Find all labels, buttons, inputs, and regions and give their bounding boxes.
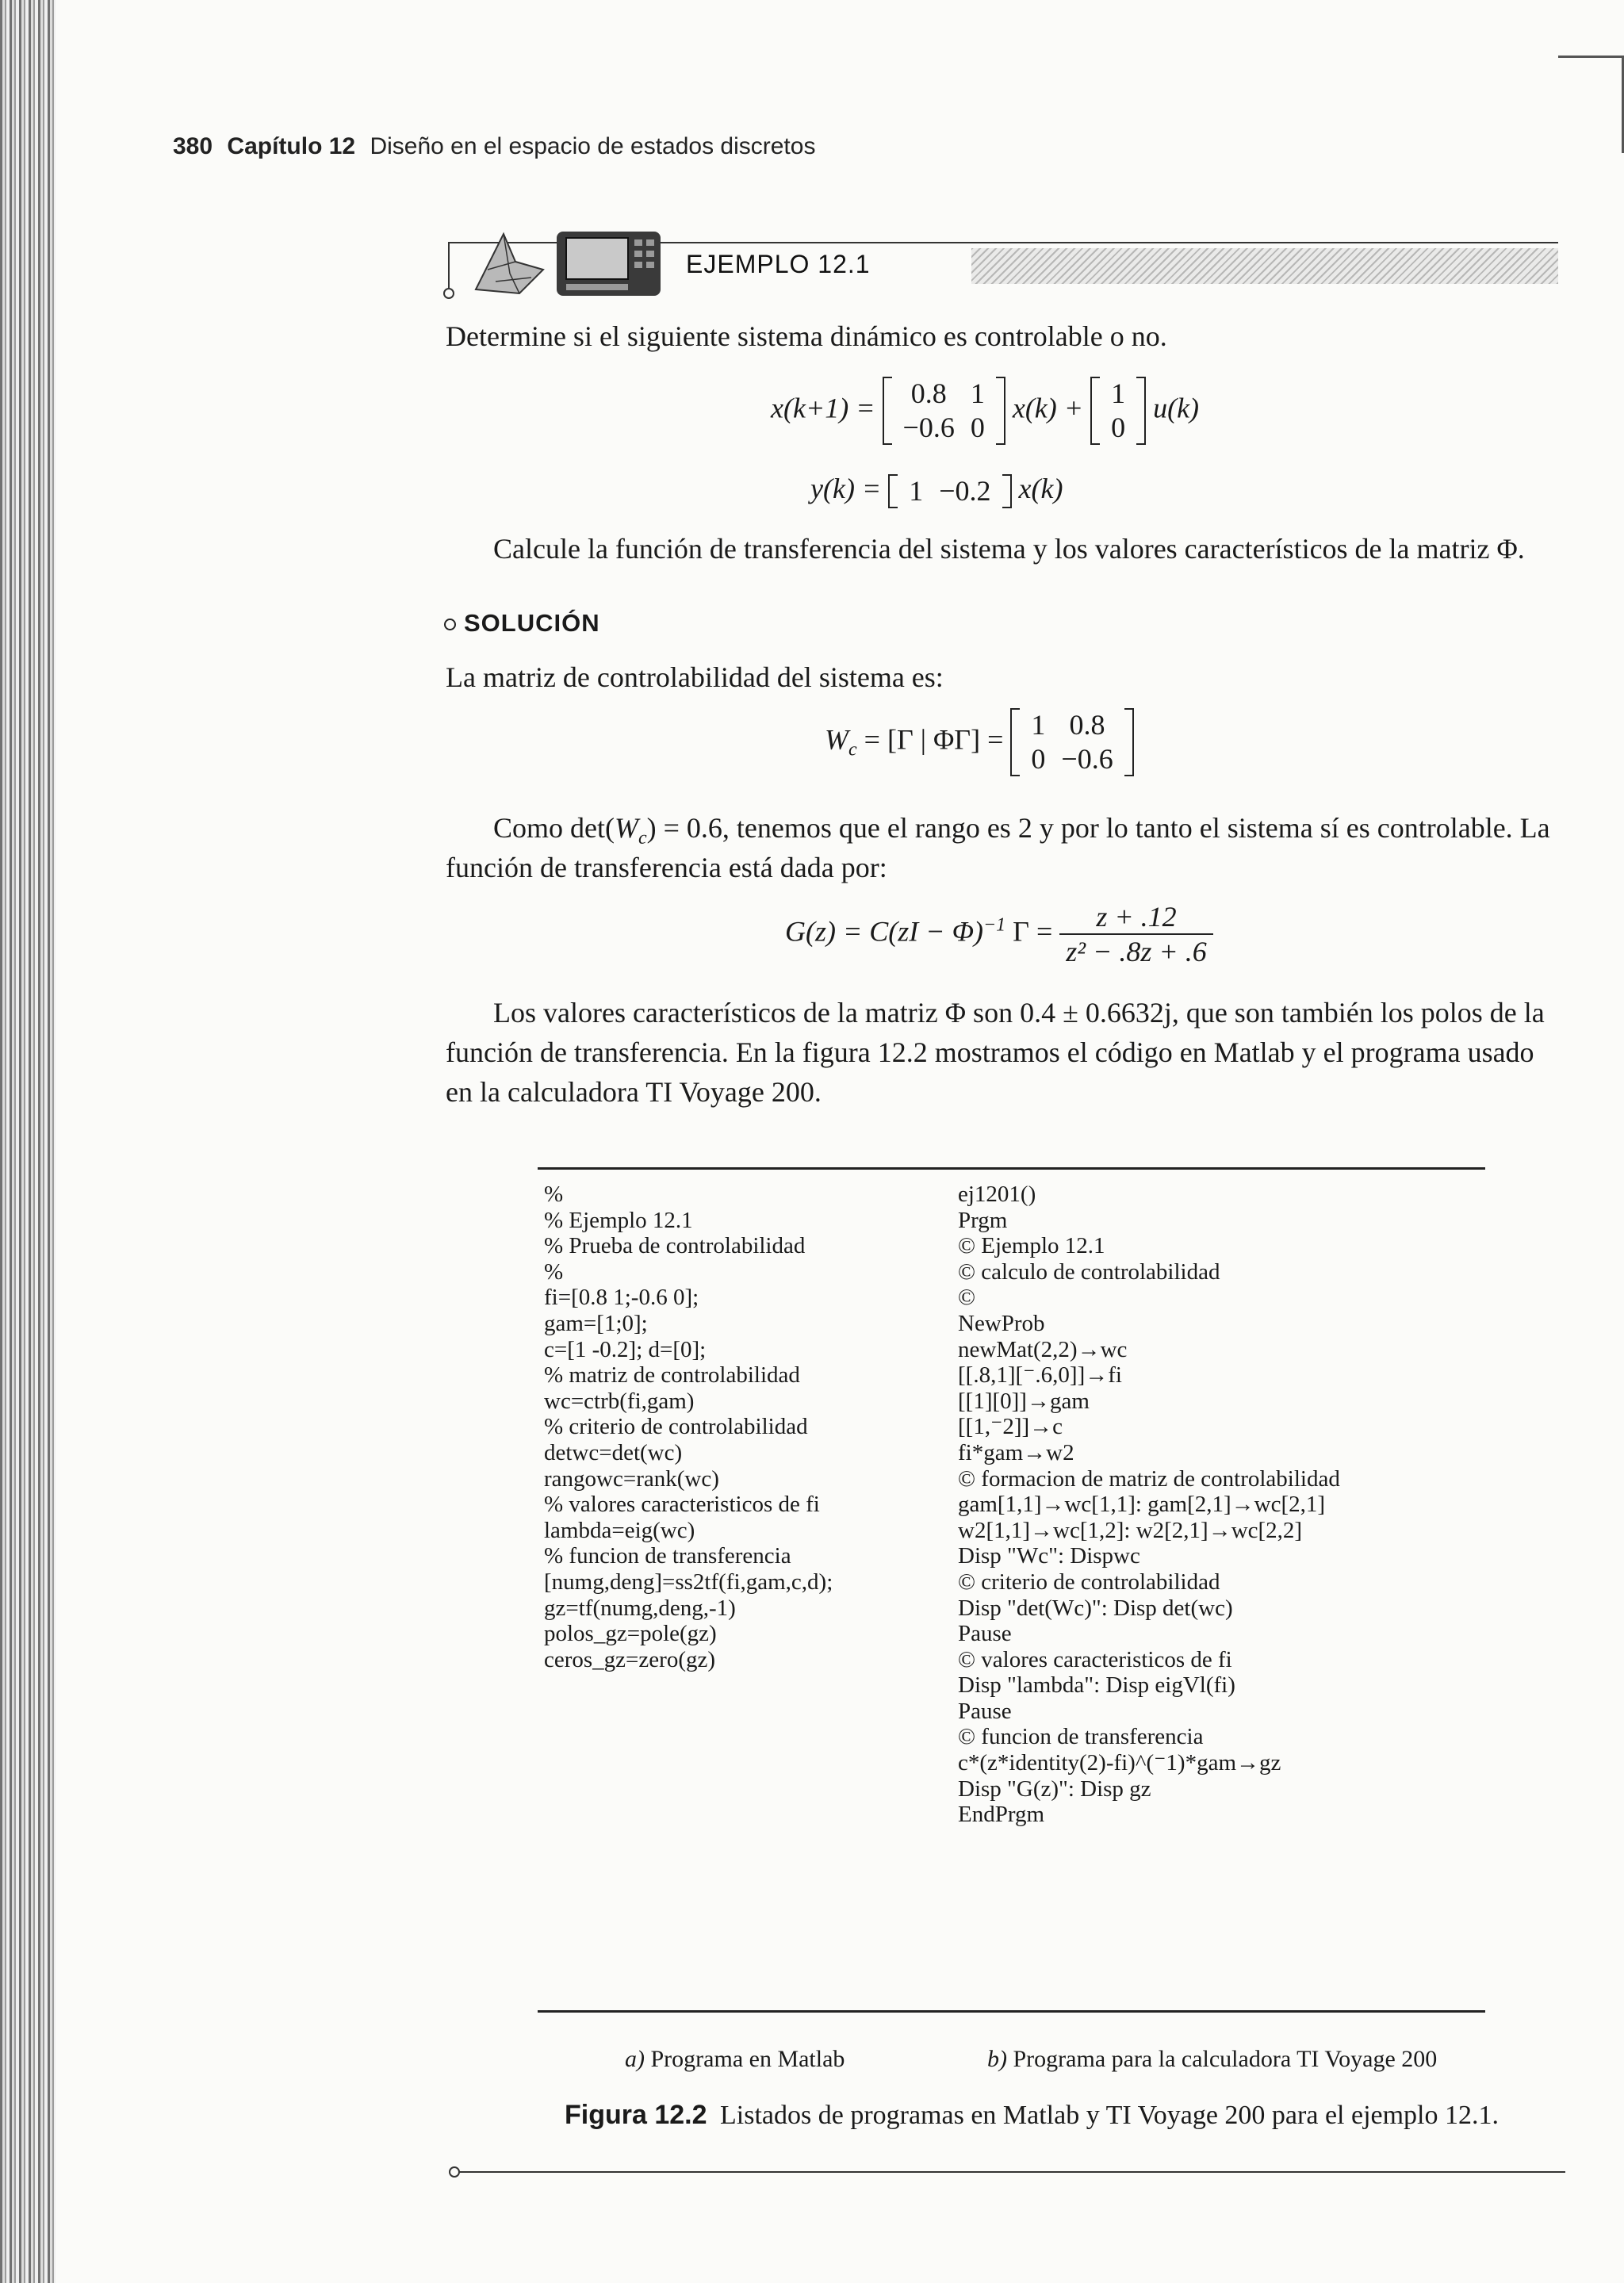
figure-caption-text: Listados de programas en Matlab y TI Voyage 200 para el ejemplo 12.1. [720,2101,1499,2130]
code-line: c*(z*identity(2)-fi)^(⁻1)*gam→gz [958,1750,1281,1776]
calculator-icon [555,230,662,297]
code-line: wc=ctrb(fi,gam) [544,1388,695,1414]
code-line: rangowc=rank(wc) [544,1465,719,1492]
code-line: polos_gz=pole(gz) [544,1621,717,1647]
code-line: % funcion de transferencia [544,1543,791,1569]
code-line: Pause [958,1698,1012,1724]
code-line: © criterio de controlabilidad [958,1569,1220,1595]
page-corner-mark [1558,56,1624,153]
code-line: fi=[0.8 1;-0.6 0]; [544,1285,699,1311]
bullet-circle-icon [444,619,456,630]
page-number: 380 [173,133,213,159]
matrix-phi: 0.8 1 −0.6 0 [883,377,1005,445]
code-line: % Prueba de controlabilidad [544,1233,806,1259]
output-equation: y(k) = 1 −0.2 x(k) [810,472,1063,508]
running-header [173,133,815,160]
code-line: [[.8,1][⁻.6,0]]→fi [958,1362,1122,1389]
code-line: NewProb [958,1310,1045,1336]
code-line: % [544,1258,564,1285]
code-line: Pause [958,1621,1012,1647]
code-line: % criterio de controlabilidad [544,1414,808,1440]
code-line: gam=[1;0]; [544,1310,648,1336]
code-line: w2[1,1]→wc[1,2]: w2[2,1]→wc[2,2] [958,1517,1303,1543]
ti-voyage-listing [958,1182,1340,1828]
code-line: gz=tf(numg,deng,-1) [544,1595,736,1621]
code-line: [[1][0]]→gam [958,1388,1090,1414]
banner-hatch [971,248,1558,284]
page-binding-edge [0,0,56,2283]
eigenvalue-paragraph-line1: Los valores característicos de la matriz Φ son 0.4 ± 0.6632j, que son también los polos de la [493,997,1545,1028]
figure-label: Figura 12.2 [565,2100,707,2130]
code-line: newMat(2,2)→wc [958,1336,1128,1362]
bottom-rule [454,2171,1565,2173]
determinant-paragraph: Como $\det(W_c) = 0.6$, tenemos que el rango es 2 y por lo tanto el sistema sí es controlable. La [493,812,1550,849]
code-line: Disp "lambda": Disp eigVl(fi) [958,1672,1235,1699]
code-line: % Ejemplo 12.1 [544,1207,693,1233]
code-line: © funcion de transferencia [958,1724,1204,1750]
figure-caption [565,2100,1499,2131]
code-line: © Ejemplo 12.1 [958,1233,1105,1259]
code-line: c=[1 -0.2]; d=[0]; [544,1336,707,1362]
controllability-matrix-equation: $W_c = [\Gamma$ | ΦΓ] = 1 0.8 0 −0.6 [825,708,1134,776]
code-line: Disp "G(z)": Disp gz [958,1775,1151,1802]
code-line: © valores caracteristicos de fi [958,1646,1232,1672]
code-line: gam[1,1]→wc[1,1]: gam[2,1]→wc[2,1] [958,1492,1326,1518]
eigenvalue-paragraph-line3: en la calculadora TI Voyage 200. [446,1076,822,1108]
chapter-title: Diseño en el espacio de estados discretos [370,133,816,159]
code-line: Disp "det(Wc)": Disp det(wc) [958,1595,1233,1621]
problem-statement: Determine si el siguiente sistema dinámico es controlable o no. [446,320,1167,352]
example-banner [448,226,1558,301]
code-line: detwc=det(wc) [544,1439,683,1465]
subcaption-a: a) Programa en Matlab [625,2046,845,2072]
state-equation: x(k+1) = 0.8 1 −0.6 0 x(k) + 1 0 u(k) [771,377,1199,445]
code-line: fi*gam→w2 [958,1439,1074,1465]
code-line: [[1,⁻2]]→c [958,1414,1063,1440]
transfer-function-equation: G(z) = C(zI − Φ)$^{-1}$ Γ = $\frac{z + .12}{\text{z² − .8z + .6}}$ [785,900,1213,968]
code-line: ceros_gz=zero(gz) [544,1646,715,1672]
matrix-gamma: 1 0 [1090,377,1146,445]
controllability-intro: La matriz de controlabilidad del sistema es: [446,661,944,693]
task-statement: Calcule la función de transferencia del sistema y los valores característicos de la matriz Φ. [493,533,1525,565]
solution-heading: SOLUCIÓN [444,609,600,638]
matlab-listing [544,1182,833,1672]
subcaption-b: b) Programa para la calculadora TI Voyage 200 [987,2046,1438,2072]
code-line: % [544,1182,564,1207]
determinant-paragraph-line2: función de transferencia está dada por: [446,852,887,883]
surface-plot-icon [472,226,547,297]
code-line: ej1201() [958,1182,1036,1207]
example-label: EJEMPLO 12.1 [686,250,871,278]
transfer-function-fraction: $\frac{z + .12}{\text{z² − .8z + .6}}$ [1059,900,1212,968]
code-line: Prgm [958,1207,1008,1233]
code-line: © [958,1285,976,1311]
code-line: [numg,deng]=ss2tf(fi,gam,c,d); [544,1569,833,1595]
code-line: lambda=eig(wc) [544,1517,695,1543]
code-line: EndPrgm [958,1802,1045,1828]
chapter-label: Capítulo 12 [227,133,356,159]
code-line: Disp "Wc": Dispwc [958,1543,1140,1569]
matrix-c: 1 −0.2 [888,474,1011,508]
code-line: % valores caracteristicos de fi [544,1492,820,1518]
eigenvalue-paragraph-line2: función de transferencia. En la figura 12.2 mostramos el código en Matlab y el programa usado [446,1036,1534,1068]
code-line: % matriz de controlabilidad [544,1362,800,1389]
code-line: © formacion de matriz de controlabilidad [958,1465,1340,1492]
code-line: © calculo de controlabilidad [958,1258,1220,1285]
matrix-wc: 1 0.8 0 −0.6 [1010,708,1133,776]
bottom-rule-dot [449,2166,460,2178]
